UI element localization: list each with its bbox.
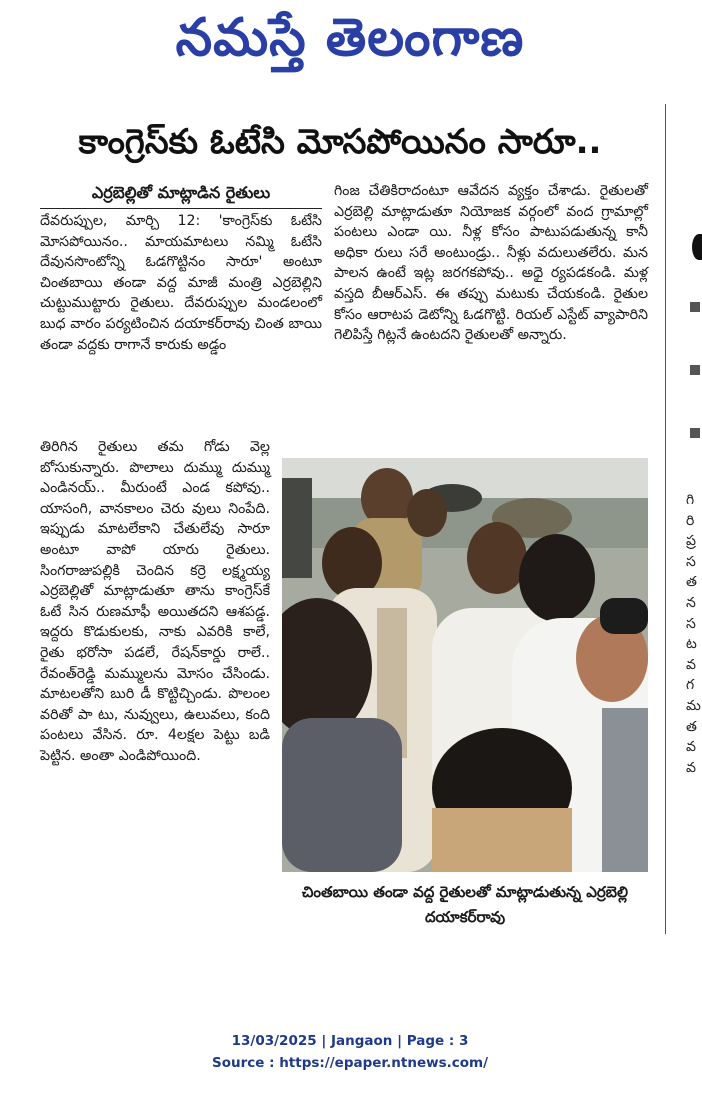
photo-caption: చింతబాయి తండా వద్ద రైతులతో మాట్లాడుతున్న ఎర్రబెల్లి దయాకర్‌రావు: [301, 883, 629, 926]
bullet-marker: [690, 428, 700, 438]
side-bullet-list: [690, 302, 702, 491]
article-column-1-bottom: తిరిగిన రైతులు తమ గోడు వెల్ల బోసుకున్నారు. పొలాలు దుమ్ము దుమ్ము ఎండినయ్.. మీరుంటే ఎండ కపోవు.. యాసంగి, వానకాలం చెరు వులు నింపేది. ఇప్పుడు మాటలేకాని చేతులేవు సారూ అంటూ వాపో యారు రైతులు. సింగరాజుపల్లికి చెందిన కర్రె లక్ష్మయ్య ఎర్రబెల్లితో మాట్లాడుతూ తాను కాంగ్రెస్‌కే ఓటే సిన రుణమాఫీ అయితదని ఆశపడ్డ. ఇద్దరు కొడుకులకు, నాకు ఎవరికి కాలే, రైతు భరోసా పడలే, రేషన్‌కార్డు రాలే.. రేవంత్‌రెడ్డి మమ్ములను మోసం చేసిండు. మాటలతోని బురి డీ కొట్టిచ్చిండు. పొలంల వరితో పా టు, నువ్వులు, ఉలువలు, కంది పంటలు వేసిన. రూ. 4లక్షల పెట్టు బడి పెట్టిన. అంతా ఎండిపోయింది.: [40, 439, 270, 764]
bullet-marker: [690, 302, 700, 312]
news-photo: [282, 458, 648, 872]
side-headline-fragment: [692, 234, 702, 260]
adjacent-article-fragment: గి రి ప్ర స త న స ట వ గ మ త వ వ: [686, 492, 701, 776]
footer-date-line: 13/03/2025 | Jangaon | Page : 3: [231, 1033, 469, 1049]
footer-source-link[interactable]: Source : https://epaper.ntnews.com/: [211, 1055, 489, 1071]
article-column-2: గింజ చేతికిరాదంటూ ఆవేదన వ్యక్తం చేశాడు. రైతులతో ఎర్రబెల్లి మాట్లాడుతూ నియోజక వర్గంలో వంద గ్రామాల్లో పంటలు ఎండా యి. నీళ్ల కోసం పాటుపడుతున్న కానీ అధికా రులు సరే అంటుండ్రు.. నీళ్లు వదులుతలేరు. మన పాలన ఉంటే ఇట్ల జరగకపోవు.. అధై ర్యపడకండి. మళ్ల వస్తది బీఆర్‌ఎస్. ఈ తప్పు మటుకు చేయకండి. రైతుల కోసం ఆరాటప డెటోన్ని ఓడగొట్టి. రియల్ ఎస్టేట్ వ్యాపారిని గెలిపిస్తే గిట్లనే ఉంటదని రైతులతో అన్నారు.: [334, 183, 648, 344]
subhead-underline: [40, 208, 322, 209]
article-headline: కాంగ్రెస్‌కు ఓటేసి మోసపోయినం సారూ..: [78, 122, 602, 162]
footer: [150, 1030, 550, 1074]
column-divider: [665, 104, 666, 934]
bullet-marker: [690, 365, 700, 375]
masthead-title: నమస్తే తెలంగాణ: [175, 7, 525, 68]
article-subhead: ఎర్రబెల్లితో మాట్లాడిన రైతులు: [91, 183, 271, 202]
article-column-1-top: దేవరుప్పుల, మార్చి 12: 'కాంగ్రెస్‌కు ఓటేసి మోసపోయినం.. మాయమాటలు నమ్మి ఓటేసి దేవునసొంటోన్ని ఓడగొట్టినం సారూ' అంటూ చింతబాయి తండా వద్ద మాజీ మంత్రి ఎర్రబెల్లిని చుట్టుముట్టారు రైతులు. దేవరుప్పుల మండలంలో బుధ వారం పర్యటించిన దయాకర్‌రావు చింత బాయి తండా వద్దకు రాగానే కారుకు అడ్డం: [40, 213, 322, 353]
